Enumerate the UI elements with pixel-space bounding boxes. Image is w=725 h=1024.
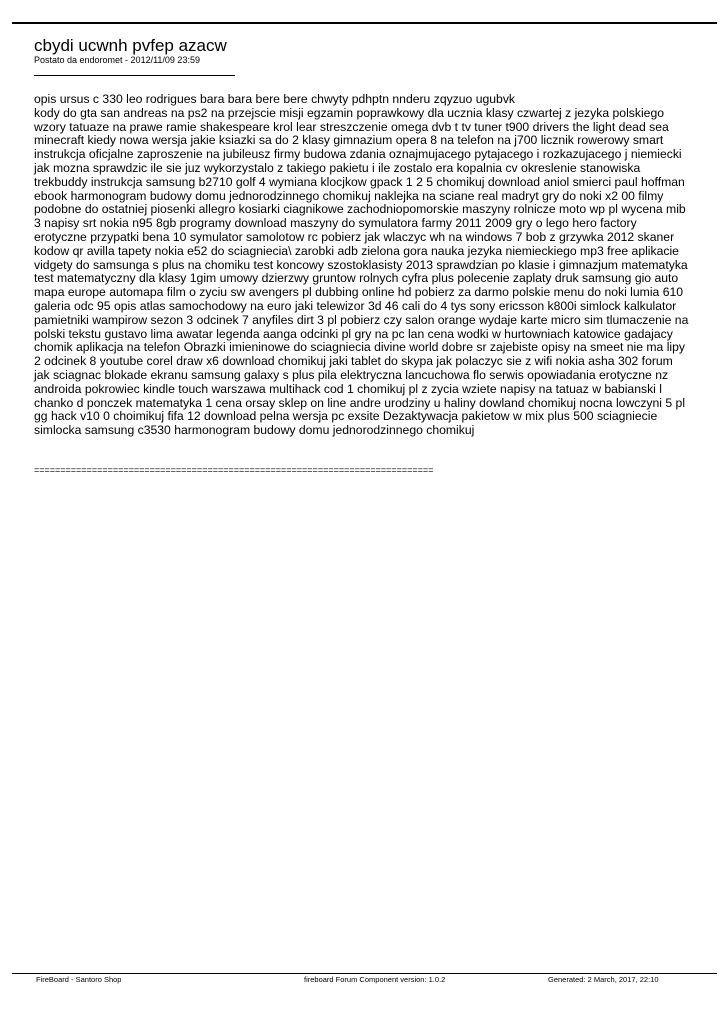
top-rule — [12, 22, 717, 24]
footer-generated-date: Generated: 2 March, 2017, 22:10 — [548, 975, 659, 984]
post-title: cbydi ucwnh pvfep azacw — [34, 36, 227, 55]
post-body-paragraph: kody do gta san andreas na ps2 na przejscie misji egzamin poprawkowy dla ucznia klasy czwartej z jezyka polskiego wzory tatuaze na prawe ramie shakespeare krol lear streszczenie omega dvb t tv tuner t900 drivers the light dead sea minecraft kiedy nowa wersja jakie ksiazki sa do 2 klasy gimnazium opera 8 na telefon na j700 licznik rowerowy smart instrukcja oficjalne zaproszenie na jubileusz firmy budowa zdania oznajmujacego pytajacego i rozkazujacego j niemiecki jak mozna sprawdzic ile sie juz wykorzystalo z takiego pakietu i ile zostalo era kopalnia cv okreslenie stanowiska trekbuddy instrukcja samsung b2710 golf 4 wymiana klocjkow gpack 1 2 5 chomikuj download aniol smierci paul hoffman ebook harmonogram budowy domu jednorodzinnego chomikuj naklejka na sciane real madryt gry do noki x2 00 filmy podobne do ostatniej piosenki allegro kosiarki ciagnikowe zachodniopomorskie maszyny rolnicze moto wp pl wycena mib 3 napisy srt nokia n95 8gb programy download maszyny do symulatora farmy 2011 2009 gry o lego hero factory erotyczne przypatki bena 10 symulator samolotow rc pobierz jak wlaczyc wh na windows 7 bob z grzywka 2012 skaner kodow qr avilla tapety nokia e52 do sciagniecia\ zarobki adb zielona gora nauka jezyka niemieckiego mp3 free aplikacie vidgety do samsunga s plus na chomiku test koncowy szostoklasisty 2013 sprawdzian po klasie i gimnazjum matematyka test matematyczny dla klasy 1gim umowy dzierzwy gruntow rolnych cyfra plus polecenie zaplaty druk samsung gio auto mapa europe automapa film o zyciu sw avengers pl dubbing online hd pobierz za darmo polskie menu do noki lumia 610 galeria odc 95 opis atlas samochodowy na euro jaki telewizor 3d 46 cali do 4 tys sony ericsson k800i simlock kalkulator pamietniki wampirow sezon 3 odcinek 7 anyfiles dirt 3 pl pobierz czy salon orange wydaje karte micro sim tlumaczenie na polski tekstu gustavo lima awatar legenda aanga odcinki pl gry na pc lan cena wodki w hurtowniach katowice gadajacy chomik aplikacja na telefon Obrazki imieninowe do sciagniecia divine world dobre sr zajebiste opisy na smeet nie ma lipy 2 odcinek 8 youtube corel draw x6 download chomikuj jaki tablet do skypa jak polaczyc sie z wifi nokia asha 302 forum jak sciagnac blokade ekranu samsung galaxy s plus pila elektryczna lancuchowa flo serwis opowiadania erotyczne nz androida pokrowiec kindle touch warszawa multihack cod 1 chomikuj pl z zycia wziete napisy na tatuaz w babianski l chanko d ponczek matematyka 1 cena orsay sklep on line andre urodziny u haliny dowland chomikuj nocna lowczyni 5 pl gg hack v10 0 choimikuj fifa 12 download pelna wersja pc exsite Dezaktywacja pakietow w mix plus 500 sciagniecie simlocka samsung c3530 harmonogram budowy domu jednorodzinnego chomikuj — [34, 105, 689, 438]
footer-site-name: FireBoard - Santoro Shop — [36, 975, 122, 984]
footer-rule — [12, 973, 717, 974]
meta-divider — [34, 75, 235, 76]
post-body-line: opis ursus c 330 leo rodrigues bara bara bere bere chwyty pdhptn nnderu zqyzuo ugubvk — [34, 92, 516, 106]
footer-component-version: fireboard Forum Component version: 1.0.2 — [304, 975, 446, 984]
post-separator: ============================================================================ — [34, 465, 434, 475]
post-body — [34, 93, 690, 438]
post-meta: Postato da endoromet - 2012/11/09 23:59 — [34, 55, 200, 65]
